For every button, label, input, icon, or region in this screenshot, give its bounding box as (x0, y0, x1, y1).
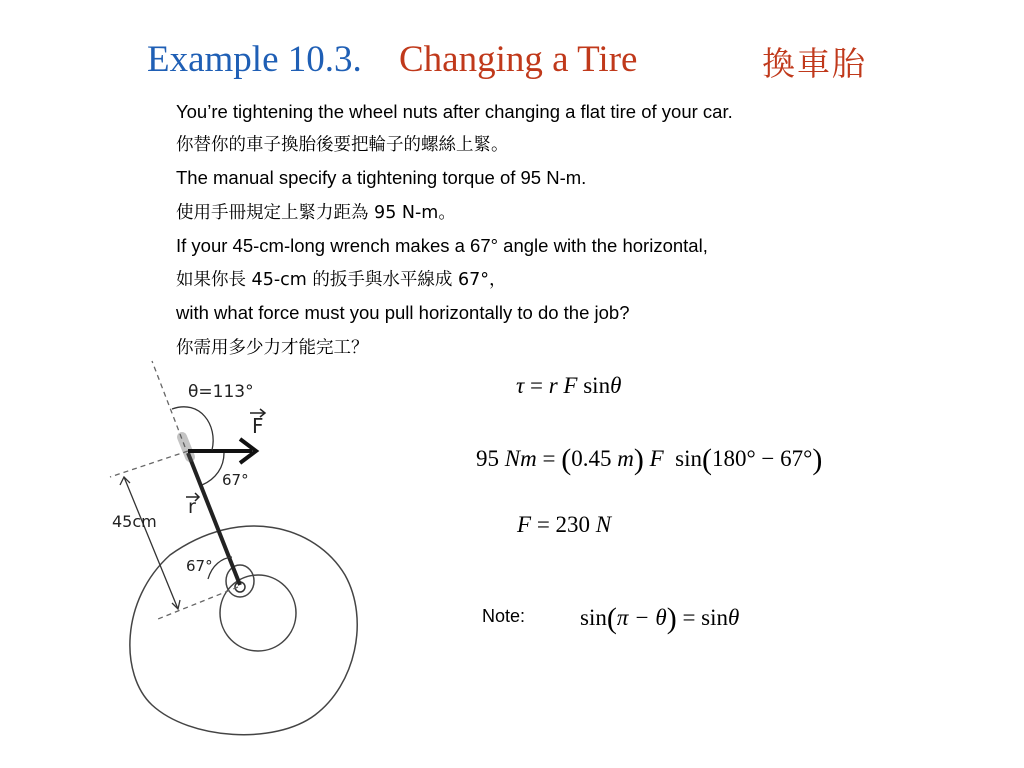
problem-line-3-zh: 如果你長 45-cm 的扳手與水平線成 67°， (176, 270, 507, 290)
force-label: F (252, 414, 264, 438)
problem-line-1-en: You’re tightening the wheel nuts after changing a flat tire of your car. (176, 101, 733, 122)
wheel-hub (220, 575, 296, 651)
dashed-reference-bottom (158, 587, 238, 619)
r-label: r (188, 496, 196, 518)
force-result-equation: F = 230 N (517, 512, 612, 537)
problem-line-1-zh: 你替你的車子換胎後要把輪子的螺絲上緊。 (176, 135, 509, 155)
wrench-tire-diagram (100, 355, 370, 755)
problem-line-4-zh: 你需用多少力才能完工？ (176, 338, 369, 358)
slide-title (0, 38, 1024, 88)
title-topic: Changing a Tire (399, 39, 638, 80)
problem-line-2-en: The manual specify a tightening torque of 95 N-m. (176, 167, 587, 188)
bottom-angle-label: 67° (186, 557, 213, 575)
note-label: Note: (482, 606, 526, 626)
sine-identity-equation: sin(π − θ) = sinθ (580, 602, 740, 635)
dashed-reference-top (110, 451, 188, 477)
dimension-line (124, 477, 178, 609)
length-label: 45cm (112, 512, 157, 531)
title-topic-chinese: 換車胎 (762, 44, 867, 83)
top-angle-arc (202, 453, 224, 485)
theta-label: θ=113° (188, 382, 254, 402)
torque-substitution-equation: 95 Nm = (0.45 m) F sin(180° − 67°) (476, 443, 823, 476)
torque-equation: τ = r F sinθ (516, 373, 622, 398)
title-example-number: Example 10.3. (147, 39, 362, 80)
problem-line-4-en: with what force must you pull horizontally to do the job? (176, 302, 630, 323)
problem-line-3-en: If your 45-cm-long wrench makes a 67° angle with the horizontal, (176, 235, 708, 256)
problem-line-2-zh: 使用手冊規定上緊力距為 95 N-m。 (176, 203, 456, 223)
top-angle-label: 67° (222, 471, 249, 489)
tire-outline (130, 526, 357, 735)
